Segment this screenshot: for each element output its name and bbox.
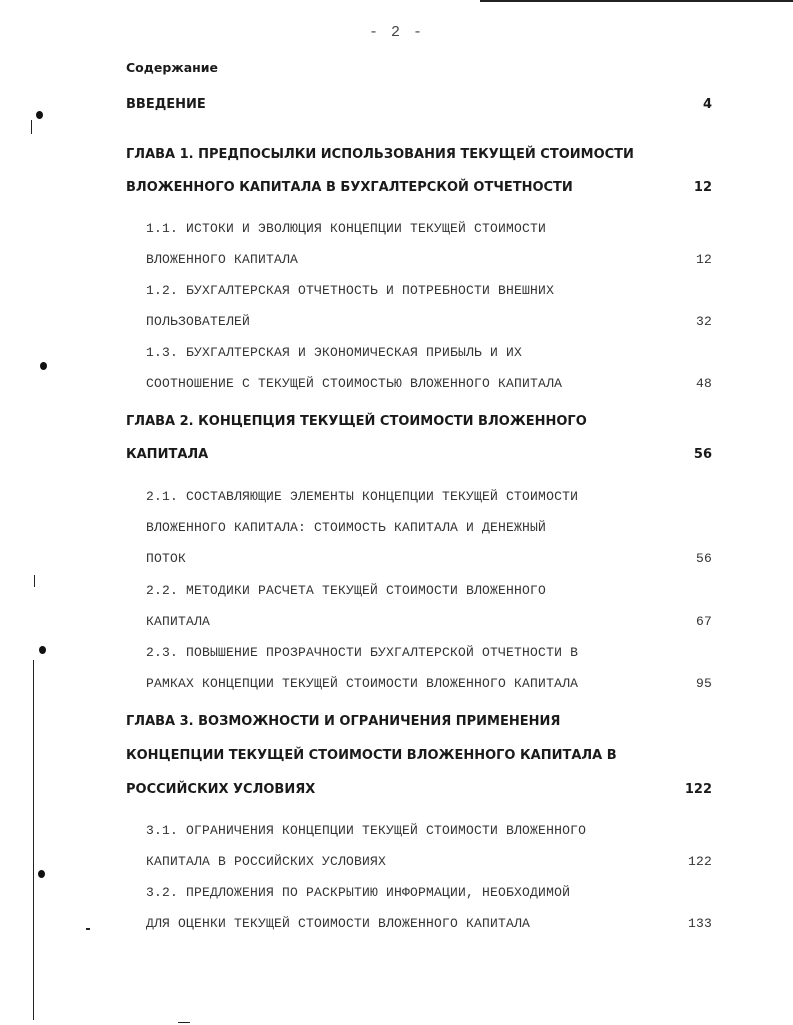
scan-punch-dot bbox=[39, 646, 46, 654]
toc-page-number: 4 bbox=[702, 97, 712, 112]
toc-page-number: 122 bbox=[687, 854, 712, 869]
toc-entry-line: 1.3. БУХГАЛТЕРСКАЯ И ЭКОНОМИЧЕСКАЯ ПРИБЫЛЬ И ИХ bbox=[146, 345, 523, 360]
toc-entry-line: КОНЦЕПЦИИ ТЕКУЩЕЙ СТОИМОСТИ ВЛОЖЕННОГО КАПИТАЛА В bbox=[126, 748, 617, 763]
toc-page-number: 95 bbox=[695, 676, 712, 691]
toc-page-number: 133 bbox=[687, 916, 712, 931]
toc-entry-line: КАПИТАЛА bbox=[126, 447, 209, 462]
toc-entry-line: ГЛАВА 1. ПРЕДПОСЫЛКИ ИСПОЛЬЗОВАНИЯ ТЕКУЩЕЙ СТОИМОСТИ bbox=[126, 147, 634, 162]
toc-page-number: 12 bbox=[695, 252, 712, 267]
toc-page-number: 67 bbox=[695, 614, 712, 629]
scan-edge-line-bottom bbox=[178, 1022, 190, 1023]
toc-page-number: 32 bbox=[695, 314, 712, 329]
toc-entry-line: КАПИТАЛА В РОССИЙСКИХ УСЛОВИЯХ bbox=[146, 854, 387, 869]
toc-page-number: 12 bbox=[693, 180, 712, 195]
scan-margin-line bbox=[33, 660, 34, 1020]
toc-entry-line: ДЛЯ ОЦЕНКИ ТЕКУЩЕЙ СТОИМОСТИ ВЛОЖЕННОГО КАПИТАЛА bbox=[146, 916, 531, 931]
toc-entry-line: РОССИЙСКИХ УСЛОВИЯХ bbox=[126, 782, 316, 797]
toc-entry-line: 2.3. ПОВЫШЕНИЕ ПРОЗРАЧНОСТИ БУХГАЛТЕРСКОЙ ОТЧЕТНОСТИ В bbox=[146, 645, 579, 660]
toc-entry-line: 3.1. ОГРАНИЧЕНИЯ КОНЦЕПЦИИ ТЕКУЩЕЙ СТОИМОСТИ ВЛОЖЕННОГО bbox=[146, 823, 587, 838]
scan-punch-dot bbox=[38, 870, 45, 878]
toc-entry-line: ВЛОЖЕННОГО КАПИТАЛА bbox=[146, 252, 299, 267]
scan-edge-line-top bbox=[480, 0, 793, 2]
toc-entry-line: ГЛАВА 3. ВОЗМОЖНОСТИ И ОГРАНИЧЕНИЯ ПРИМЕНЕНИЯ bbox=[126, 714, 561, 729]
toc-entry-line: СООТНОШЕНИЕ С ТЕКУЩЕЙ СТОИМОСТЬЮ ВЛОЖЕННОГО КАПИТАЛА bbox=[146, 376, 563, 391]
scan-punch-dot bbox=[36, 111, 43, 119]
toc-entry-line: ПОЛЬЗОВАТЕЛЕЙ bbox=[146, 314, 251, 329]
toc-entry-line: 3.2. ПРЕДЛОЖЕНИЯ ПО РАСКРЫТИЮ ИНФОРМАЦИИ, НЕОБХОДИМОЙ bbox=[146, 885, 571, 900]
toc-entry-line: ГЛАВА 2. КОНЦЕПЦИЯ ТЕКУЩЕЙ СТОИМОСТИ ВЛОЖЕННОГО bbox=[126, 414, 587, 429]
toc-entry-line: 1.2. БУХГАЛТЕРСКАЯ ОТЧЕТНОСТЬ И ПОТРЕБНОСТИ ВНЕШНИХ bbox=[146, 283, 555, 298]
scan-speck bbox=[86, 928, 90, 930]
toc-entry-line: 2.1. СОСТАВЛЯЮЩИЕ ЭЛЕМЕНТЫ КОНЦЕПЦИИ ТЕКУЩЕЙ СТОИМОСТИ bbox=[146, 489, 579, 504]
scan-margin-tick bbox=[31, 120, 32, 134]
toc-entry-line: РАМКАХ КОНЦЕПЦИИ ТЕКУЩЕЙ СТОИМОСТИ ВЛОЖЕННОГО КАПИТАЛА bbox=[146, 676, 579, 691]
toc-entry-line: ПОТОК bbox=[146, 551, 187, 566]
toc-entry-line: ВЛОЖЕННОГО КАПИТАЛА В БУХГАЛТЕРСКОЙ ОТЧЕТНОСТИ bbox=[126, 180, 573, 195]
page-number: - 2 - bbox=[368, 24, 424, 41]
toc-page-number: 122 bbox=[684, 782, 712, 797]
toc-heading: Содержание bbox=[126, 60, 219, 75]
scan-margin-tick bbox=[34, 575, 35, 587]
toc-page-number: 56 bbox=[695, 551, 712, 566]
toc-entry-line: 1.1. ИСТОКИ И ЭВОЛЮЦИЯ КОНЦЕПЦИИ ТЕКУЩЕЙ СТОИМОСТИ bbox=[146, 221, 547, 236]
toc-entry-line: ВЛОЖЕННОГО КАПИТАЛА: СТОИМОСТЬ КАПИТАЛА И ДЕНЕЖНЫЙ bbox=[146, 520, 547, 535]
toc-page-number: 48 bbox=[695, 376, 712, 391]
toc-entry-line: ВВЕДЕНИЕ bbox=[126, 97, 206, 112]
toc-page-number: 56 bbox=[693, 447, 712, 462]
toc-entry-line: КАПИТАЛА bbox=[146, 614, 211, 629]
scan-punch-dot bbox=[40, 362, 47, 370]
toc-entry-line: 2.2. МЕТОДИКИ РАСЧЕТА ТЕКУЩЕЙ СТОИМОСТИ ВЛОЖЕННОГО bbox=[146, 583, 547, 598]
